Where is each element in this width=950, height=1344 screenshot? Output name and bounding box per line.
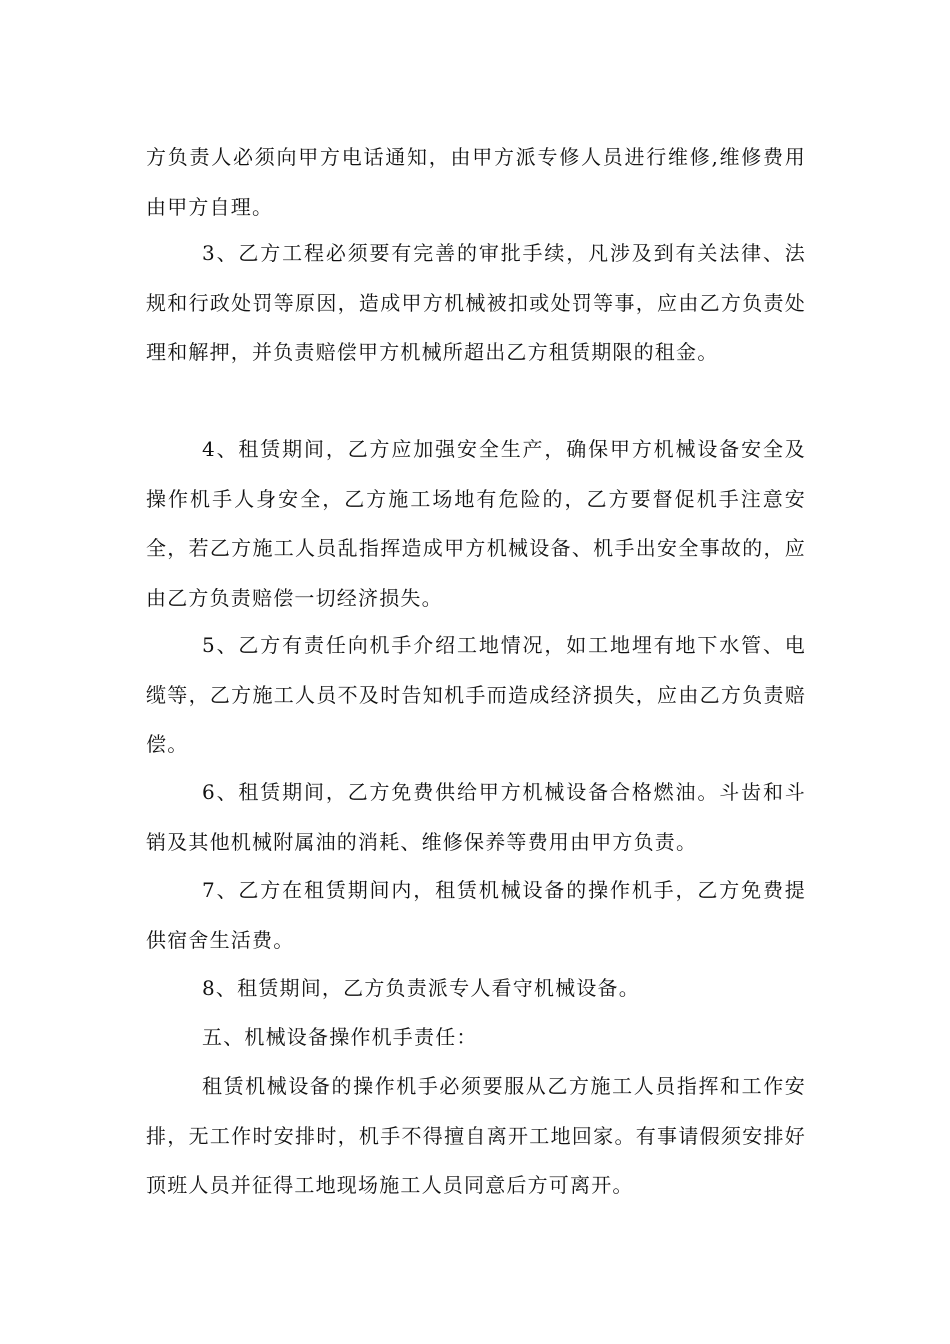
paragraph-operator-duties: 租赁机械设备的操作机手必须要服从乙方施工人员指挥和工作安排，无工作时安排时，机手不得擅自离开工地回家。有事请假须安排好顶班人员并征得工地现场施工人员同意后方可离开。	[146, 1074, 806, 1197]
paragraph-clause-8: 8、租赁期间，乙方负责派专人看守机械设备。	[202, 976, 640, 1000]
paragraph-clause-7: 7、乙方在租赁期间内，租赁机械设备的操作机手，乙方免费提供宿舍生活费。	[146, 878, 806, 952]
paragraph-clause-3: 3、乙方工程必须要有完善的审批手续，凡涉及到有关法律、法规和行政处罚等原因，造成甲方机械被扣或处罚等事，应由乙方负责处理和解押，并负责赔偿甲方机械所超出乙方租赁期限的租金。	[146, 241, 806, 364]
paragraph-continuation: 方负责人必须向甲方电话通知，由甲方派专修人员进行维修,维修费用由甲方自理。	[146, 145, 806, 219]
paragraph-clause-4: 4、租赁期间，乙方应加强安全生产，确保甲方机械设备安全及操作机手人身安全，乙方施工场地有危险的，乙方要督促机手注意安全，若乙方施工人员乱指挥造成甲方机械设备、机手出安全事故的，应由乙方负责赔偿一切经济损失。	[146, 437, 806, 610]
paragraph-clause-6: 6、租赁期间，乙方免费供给甲方机械设备合格燃油。斗齿和斗销及其他机械附属油的消耗、维修保养等费用由甲方负责。	[146, 780, 806, 854]
paragraph-clause-5: 5、乙方有责任向机手介绍工地情况，如工地埋有地下水管、电缆等，乙方施工人员不及时告知机手而造成经济损失，应由乙方负责赔偿。	[146, 633, 806, 756]
section-heading-operator-duties: 五、机械设备操作机手责任：	[202, 1025, 478, 1049]
